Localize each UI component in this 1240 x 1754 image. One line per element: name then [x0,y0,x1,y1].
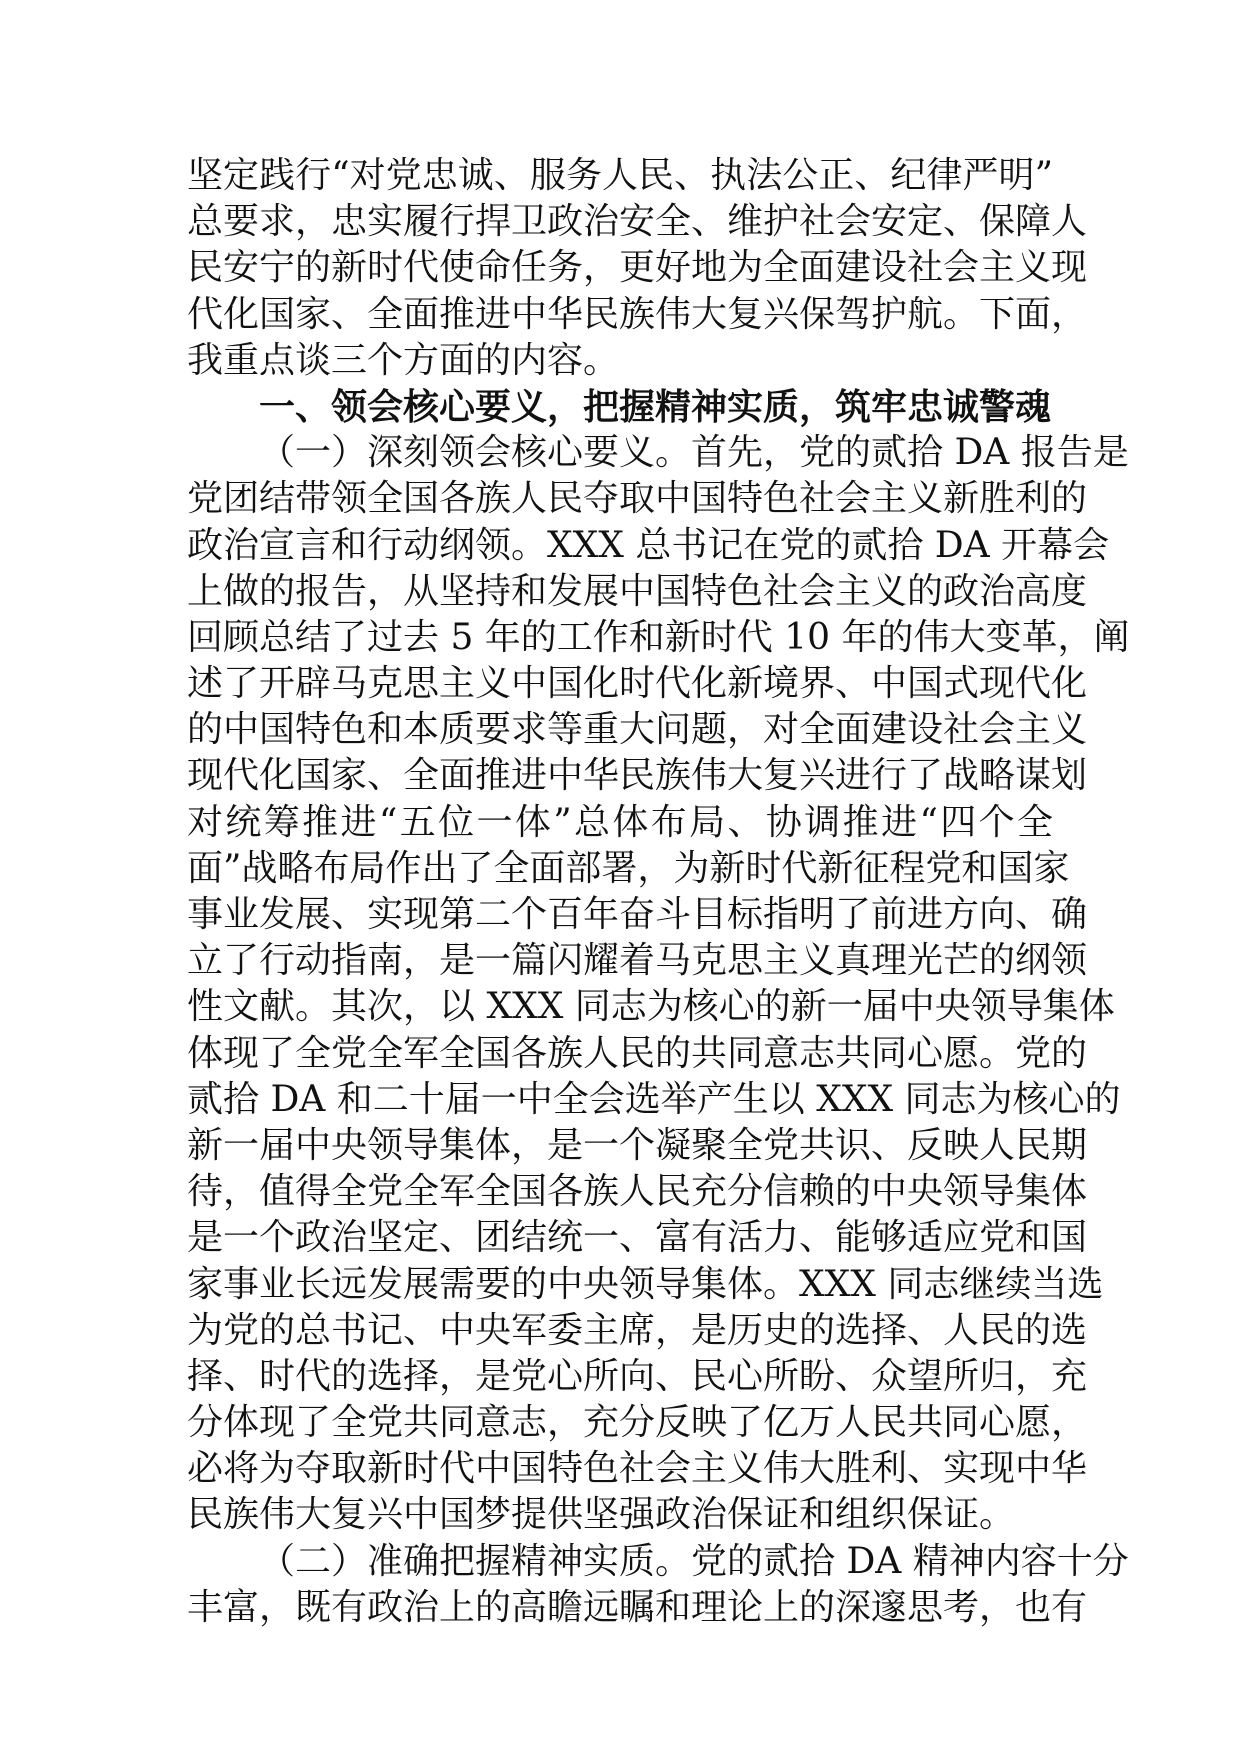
text-line: 性文献。其次，以 XXX 同志为核心的新一届中央领导集体 [187,986,1115,1028]
text-line: 党团结带领全国各族人民夺取中国特色社会主义新胜利的 [187,478,1088,520]
text-line: 必将为夺取新时代中国特色社会主义伟大胜利、实现中华 [187,1448,1088,1490]
text-line: 总要求，忠实履行捍卫政治安全、维护社会安定、保障人 [187,201,1088,243]
text-line: 回顾总结了过去 5 年的工作和新时代 10 年的伟大变革，阐 [187,616,1130,658]
text-line: 民族伟大复兴中国梦提供坚强政治保证和组织保证。 [187,1494,1016,1536]
text-line: 代化国家、全面推进中华民族伟大复兴保驾护航。下面， [187,293,1088,335]
text-line: 丰富，既有政治上的高瞻远瞩和理论上的深邃思考，也有 [187,1586,1088,1628]
text-line: 坚定践行“对党忠诚、服务人民、执法公正、纪律严明” [187,155,1053,196]
text-line: 为党的总书记、中央军委主席，是历史的选择、人民的选 [187,1309,1088,1351]
text-line: （一）深刻领会核心要义。首先，党的贰拾 DA 报告是 [259,432,1129,474]
text-line: 现代化国家、全面推进中华民族伟大复兴进行了战略谋划 [187,755,1088,797]
text-line: 待，值得全党全军全国各族人民充分信赖的中央领导集体 [187,1171,1088,1213]
text-line: 新一届中央领导集体，是一个凝聚全党共识、反映人民期 [187,1124,1088,1166]
text-line: （二）准确把握精神实质。党的贰拾 DA 精神内容十分 [259,1540,1129,1582]
text-line: 体现了全党全军全国各族人民的共同意志共同心愿。党的 [187,1032,1088,1074]
text-line: 的中国特色和本质要求等重大问题，对全面建设社会主义 [187,709,1088,751]
text-line: 述了开辟马克思主义中国化时代化新境界、中国式现代化 [187,663,1088,705]
body-text [187,153,1130,1631]
text-line: 分体现了全党共同意志，充分反映了亿万人民共同心愿， [187,1402,1088,1444]
text-line: 贰拾 DA 和二十届一中全会选举产生以 XXX 同志为核心的 [187,1078,1121,1120]
text-line: 家事业长远发展需要的中央领导集体。XXX 同志继续当选 [187,1263,1104,1305]
text-line: 对统筹推进“五位一体”总体布局、协调推进“四个全 [187,801,1053,843]
section-heading: 一、领会核心要义，把握精神实质，筑牢忠诚警魂 [259,385,1052,428]
text-line: 上做的报告，从坚持和发展中国特色社会主义的政治高度 [187,570,1088,612]
text-line: 是一个政治坚定、团结统一、富有活力、能够适应党和国 [187,1217,1088,1259]
text-line: 政治宣言和行动纲领。XXX 总书记在党的贰拾 DA 开幕会 [187,524,1110,566]
text-line: 择、时代的选择，是党心所向、民心所盼、众望所归，充 [187,1355,1088,1397]
text-line: 民安宁的新时代使命任务，更好地为全面建设社会主义现 [187,247,1088,289]
text-line: 事业发展、实现第二个百年奋斗目标指明了前进方向、确 [187,894,1088,935]
text-line: 我重点谈三个方面的内容。 [187,339,620,381]
text-line: 面”战略布局作出了全面部署，为新时代新征程党和国家 [187,847,1070,889]
text-line: 立了行动指南，是一篇闪耀着马克思主义真理光芒的纲领 [187,940,1088,982]
